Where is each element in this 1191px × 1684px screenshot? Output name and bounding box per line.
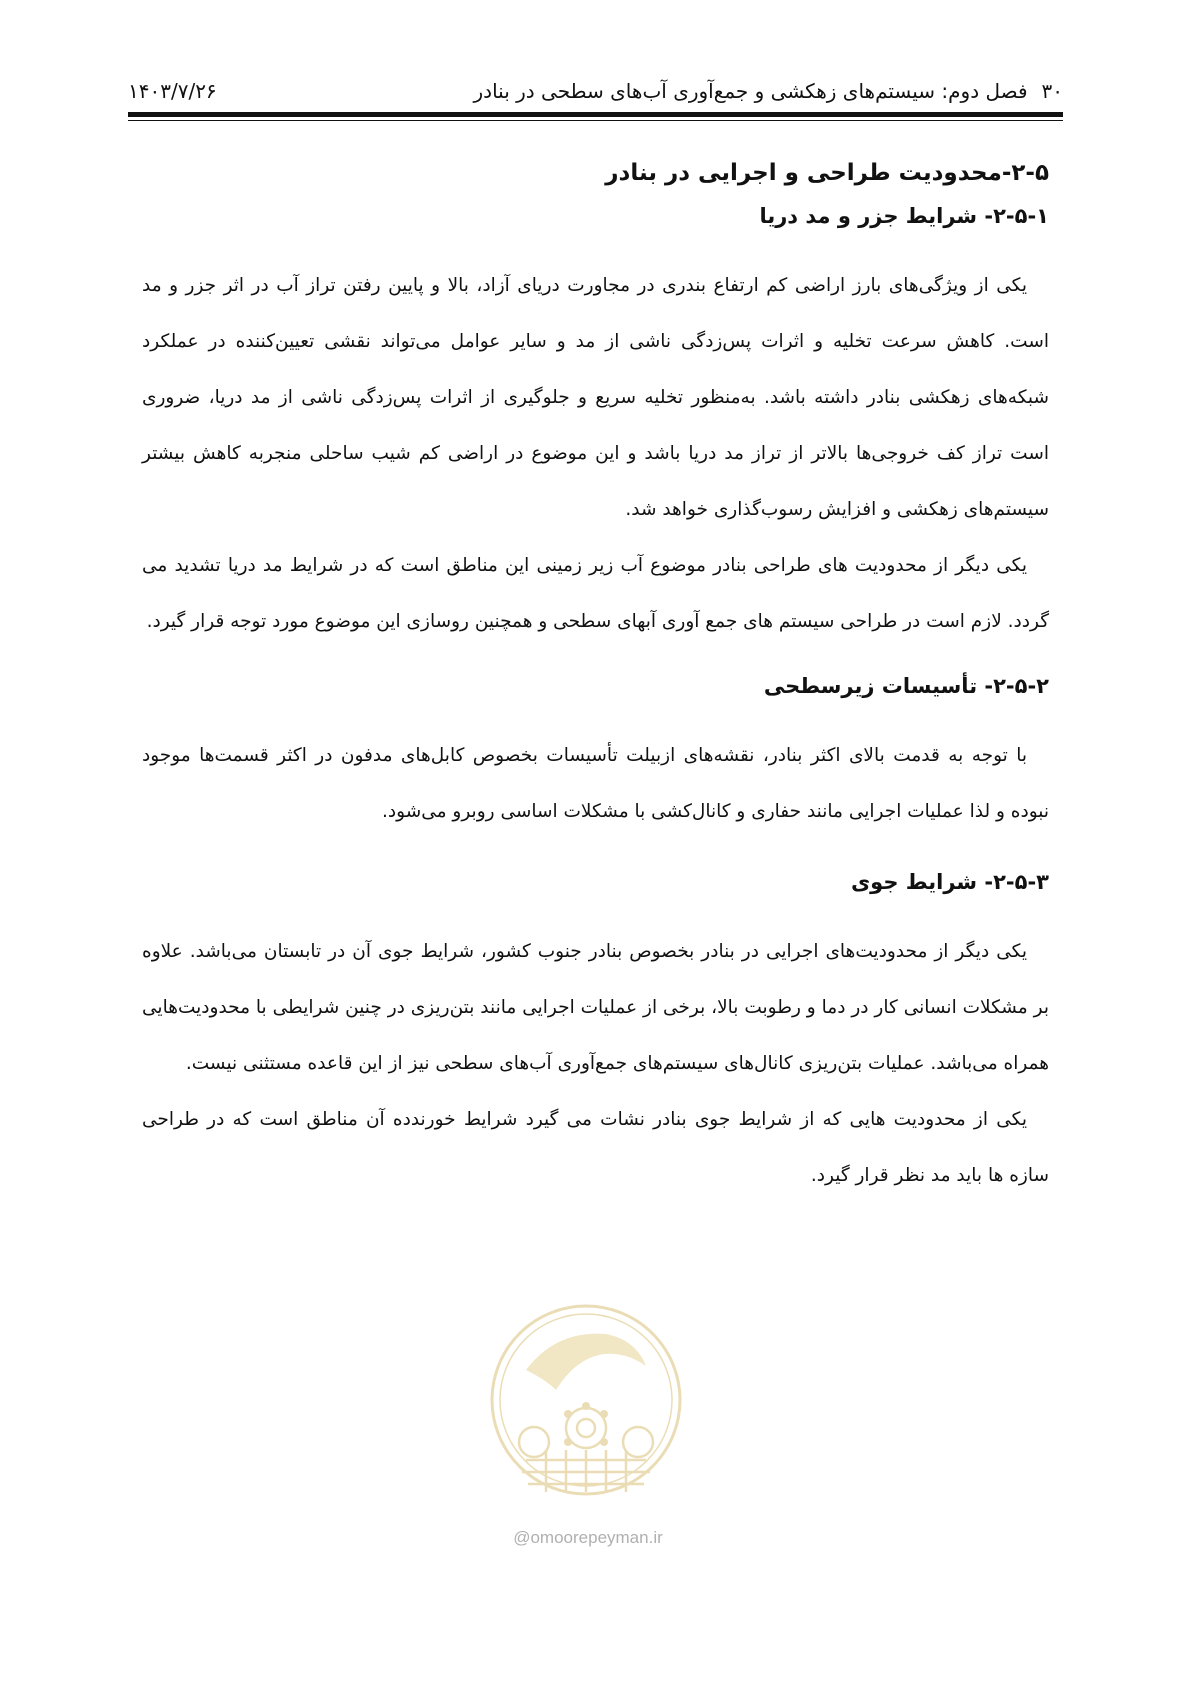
paragraph-text: یکی از ویژگی‌های بارز اراضی کم ارتفاع بندری در مجاورت دریای آزاد، بالا و پایین رفتن تراز آب در اثر جزر و مد است. کاهش سرعت تخلیه و اثرات پس‌زدگی ناشی از مد و سایر عوامل می‌تواند نقشی تعیین‌کننده در عملکرد شبکه‌های زهکشی بنادر داشته باشد. به‌منظور تخلیه سریع و جلوگیری از اثرات پس‌زدگی ناشی از مد دریا، ضروری است تراز کف خروجی‌ها بالاتر از تراز مد دریا باشد و این موضوع در اراضی کم شیب ساحلی منجربه کاهش بیشتر سیستم‌های زهکشی و افزایش رسوب‌گذاری خواهد شد. xyxy=(142,275,1049,520)
spacer xyxy=(142,706,1049,728)
paragraph-text: یکی از محدودیت هایی که از شرایط جوی بنادر نشات می گیرد شرایط خورندده آن مناطق است که در طراحی سازه ها باید مد نظر قرار گیرد. xyxy=(142,1109,1049,1186)
spacer xyxy=(142,650,1049,666)
subsection-2-heading: ۲-۵-۲- تأسیسات زیرسطحی xyxy=(763,674,1049,698)
subsection-3-heading: ۲-۵-۳- شرایط جوی xyxy=(850,870,1049,894)
paragraph-text: یکی دیگر از محدودیت های طراحی بنادر موضوع آب زیر زمینی این مناطق است که در شرایط مد دریا تشدید می گردد. لازم است در طراحی سیستم های جمع آوری آبهای سطحی و همچنین روسازی این موضوع مورد توجه قرار گیرد. xyxy=(142,555,1049,632)
page-number: ۳۰ xyxy=(1041,79,1063,103)
spacer xyxy=(142,840,1049,862)
spacer xyxy=(142,236,1049,258)
page-content xyxy=(142,150,1049,1204)
watermark-logo xyxy=(486,1300,686,1528)
subsection-3-paragraph-2 xyxy=(142,1092,1049,1204)
subsection-2-paragraph-1 xyxy=(142,728,1049,840)
paragraph-text: یکی دیگر از محدودیت‌های اجرایی در بنادر بخصوص بنادر جنوب کشور، شرایط جوی آن در تابستان می‌باشد. علاوه بر مشکلات انسانی کار در دما و رطوبت بالا، برخی از عملیات اجرایی مانند بتن‌ریزی در چنین شرایطی با محدودیت‌هایی همراه می‌باشد. عملیات بتن‌ریزی کانال‌های سیستم‌های جمع‌آوری آب‌های سطحی نیز از این قاعده مستثنی نیست. xyxy=(142,941,1049,1074)
subsection-1-heading: ۲-۵-۱- شرایط جزر و مد دریا xyxy=(759,204,1049,228)
watermark-url: @omoorepeyman.ir xyxy=(513,1528,663,1547)
header-rule-thick xyxy=(128,112,1063,117)
subsection-1-paragraph-1 xyxy=(142,258,1049,538)
spacer xyxy=(142,902,1049,924)
subsection-3-paragraph-1 xyxy=(142,924,1049,1092)
section-heading: ۲-۵-محدودیت طراحی و اجرایی در بنادر xyxy=(605,160,1049,186)
header-rule-thin xyxy=(128,120,1063,121)
running-header xyxy=(128,74,1063,108)
header-title-group xyxy=(474,79,1063,103)
header-date: ۱۴۰۳/۷/۲۶ xyxy=(128,79,217,103)
subsection-1-paragraph-2 xyxy=(142,538,1049,650)
paragraph-text: با توجه به قدمت بالای اکثر بنادر، نقشه‌های ازبیلت تأسیسات بخصوص کابل‌های مدفون در اکثر قسمت‌ها موجود نبوده و لذا عملیات اجرایی مانند حفاری و کانال‌کشی با مشکلات اساسی روبرو می‌شود. xyxy=(142,745,1049,822)
chapter-title: فصل دوم: سیستم‌های زهکشی و جمع‌آوری آب‌های سطحی در بنادر xyxy=(473,79,1028,103)
